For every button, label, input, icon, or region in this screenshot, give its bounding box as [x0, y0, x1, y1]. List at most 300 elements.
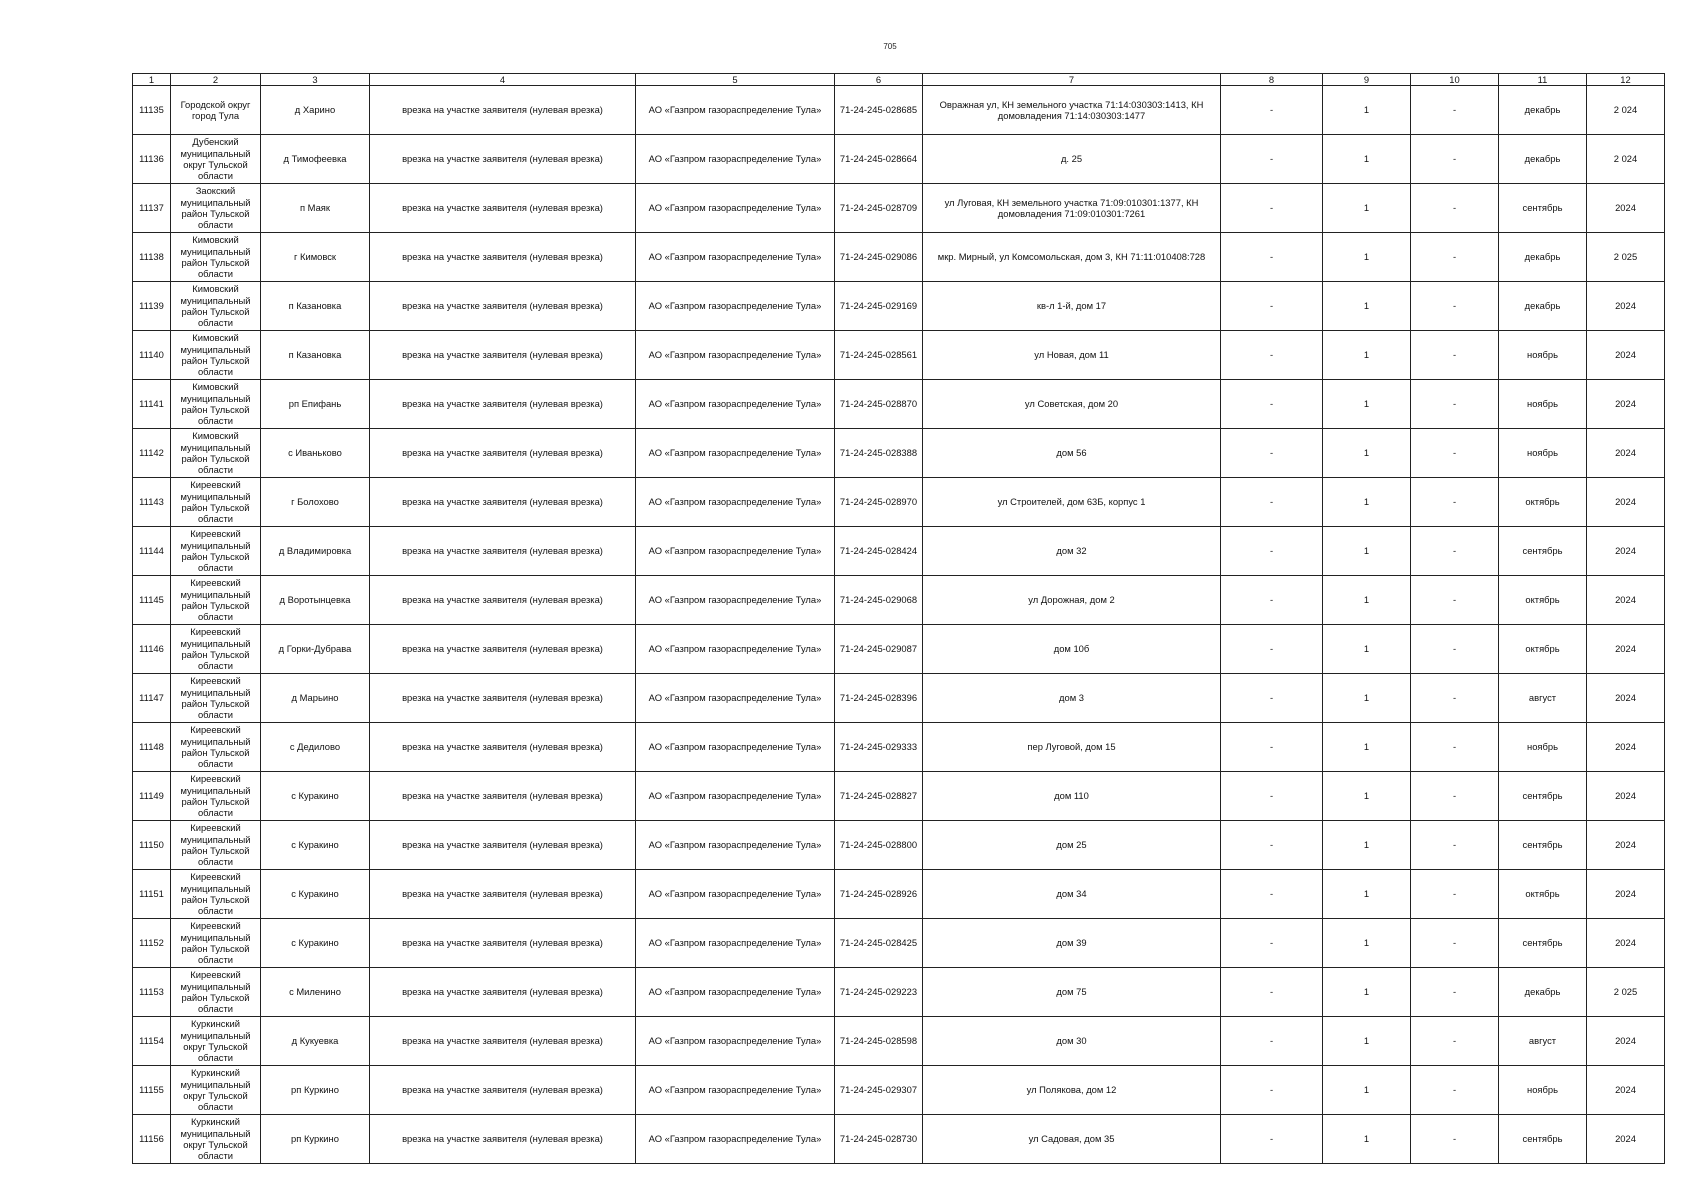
application-number-cell: 71-24-245-028970 [835, 478, 923, 527]
column-header: 3 [261, 74, 370, 86]
col8-cell: - [1221, 821, 1323, 870]
quantity-cell: 1 [1323, 282, 1411, 331]
connection-type-cell: врезка на участке заявителя (нулевая врезка) [370, 919, 636, 968]
address-cell: Овражная ул, КН земельного участка 71:14:030303:1413, КН домовладения 71:14:030303:1477 [923, 86, 1221, 135]
settlement-cell: рп Куркино [261, 1066, 370, 1115]
connection-type-cell: врезка на участке заявителя (нулевая врезка) [370, 723, 636, 772]
col10-cell: - [1411, 135, 1499, 184]
year-cell: 2024 [1587, 772, 1665, 821]
address-cell: ул Садовая, дом 35 [923, 1115, 1221, 1164]
col10-cell: - [1411, 625, 1499, 674]
col10-cell: - [1411, 380, 1499, 429]
municipality-cell: Киреевский муниципальный район Тульской области [171, 527, 261, 576]
table-row [133, 772, 1665, 821]
year-cell: 2 025 [1587, 968, 1665, 1017]
address-cell: дом 75 [923, 968, 1221, 1017]
month-cell: сентябрь [1499, 184, 1587, 233]
quantity-cell: 1 [1323, 1066, 1411, 1115]
settlement-cell: д Кукуевка [261, 1017, 370, 1066]
address-cell: дом 56 [923, 429, 1221, 478]
row-number-cell: 11151 [133, 870, 171, 919]
organization-cell: АО «Газпром газораспределение Тула» [636, 429, 835, 478]
settlement-cell: д Владимировка [261, 527, 370, 576]
quantity-cell: 1 [1323, 576, 1411, 625]
connection-type-cell: врезка на участке заявителя (нулевая врезка) [370, 429, 636, 478]
settlement-cell: с Куракино [261, 919, 370, 968]
municipality-cell: Куркинский муниципальный округ Тульской области [171, 1066, 261, 1115]
col10-cell: - [1411, 968, 1499, 1017]
connection-type-cell: врезка на участке заявителя (нулевая врезка) [370, 576, 636, 625]
address-cell: дом 10б [923, 625, 1221, 674]
column-header: 5 [636, 74, 835, 86]
row-number-cell: 11141 [133, 380, 171, 429]
row-number-cell: 11137 [133, 184, 171, 233]
col10-cell: - [1411, 723, 1499, 772]
address-cell: дом 3 [923, 674, 1221, 723]
application-number-cell: 71-24-245-028388 [835, 429, 923, 478]
row-number-cell: 11144 [133, 527, 171, 576]
year-cell: 2 025 [1587, 233, 1665, 282]
col10-cell: - [1411, 184, 1499, 233]
table-row [133, 674, 1665, 723]
organization-cell: АО «Газпром газораспределение Тула» [636, 282, 835, 331]
row-number-cell: 11154 [133, 1017, 171, 1066]
col10-cell: - [1411, 527, 1499, 576]
table-row [133, 331, 1665, 380]
quantity-cell: 1 [1323, 674, 1411, 723]
table-row [133, 723, 1665, 772]
row-number-cell: 11138 [133, 233, 171, 282]
address-cell: ул Новая, дом 11 [923, 331, 1221, 380]
year-cell: 2024 [1587, 674, 1665, 723]
col10-cell: - [1411, 1066, 1499, 1115]
municipality-cell: Кимовский муниципальный район Тульской области [171, 331, 261, 380]
year-cell: 2024 [1587, 527, 1665, 576]
settlement-cell: п Казановка [261, 282, 370, 331]
table-row [133, 821, 1665, 870]
settlement-cell: с Куракино [261, 870, 370, 919]
organization-cell: АО «Газпром газораспределение Тула» [636, 674, 835, 723]
table-row [133, 527, 1665, 576]
organization-cell: АО «Газпром газораспределение Тула» [636, 1017, 835, 1066]
month-cell: ноябрь [1499, 723, 1587, 772]
organization-cell: АО «Газпром газораспределение Тула» [636, 576, 835, 625]
col8-cell: - [1221, 1066, 1323, 1115]
quantity-cell: 1 [1323, 919, 1411, 968]
col8-cell: - [1221, 331, 1323, 380]
row-number-cell: 11139 [133, 282, 171, 331]
address-cell: ул Советская, дом 20 [923, 380, 1221, 429]
table-row [133, 1115, 1665, 1164]
row-number-cell: 11135 [133, 86, 171, 135]
table-row [133, 1066, 1665, 1115]
col10-cell: - [1411, 478, 1499, 527]
address-cell: дом 39 [923, 919, 1221, 968]
municipality-cell: Киреевский муниципальный район Тульской области [171, 625, 261, 674]
year-cell: 2024 [1587, 1017, 1665, 1066]
municipality-cell: Киреевский муниципальный район Тульской области [171, 968, 261, 1017]
year-cell: 2 024 [1587, 135, 1665, 184]
col8-cell: - [1221, 527, 1323, 576]
month-cell: декабрь [1499, 968, 1587, 1017]
table-row [133, 233, 1665, 282]
column-header: 4 [370, 74, 636, 86]
quantity-cell: 1 [1323, 184, 1411, 233]
row-number-cell: 11150 [133, 821, 171, 870]
column-header: 8 [1221, 74, 1323, 86]
address-cell: дом 25 [923, 821, 1221, 870]
application-number-cell: 71-24-245-028827 [835, 772, 923, 821]
address-cell: кв-л 1-й, дом 17 [923, 282, 1221, 331]
row-number-cell: 11142 [133, 429, 171, 478]
col8-cell: - [1221, 723, 1323, 772]
application-number-cell: 71-24-245-028800 [835, 821, 923, 870]
table-row [133, 478, 1665, 527]
settlement-cell: с Иваньково [261, 429, 370, 478]
settlement-cell: п Маяк [261, 184, 370, 233]
month-cell: сентябрь [1499, 772, 1587, 821]
row-number-cell: 11143 [133, 478, 171, 527]
settlement-cell: д Марьино [261, 674, 370, 723]
row-number-cell: 11156 [133, 1115, 171, 1164]
month-cell: август [1499, 1017, 1587, 1066]
column-header: 11 [1499, 74, 1587, 86]
application-number-cell: 71-24-245-028730 [835, 1115, 923, 1164]
month-cell: октябрь [1499, 870, 1587, 919]
connection-type-cell: врезка на участке заявителя (нулевая врезка) [370, 674, 636, 723]
row-number-cell: 11149 [133, 772, 171, 821]
table-row [133, 919, 1665, 968]
connection-type-cell: врезка на участке заявителя (нулевая врезка) [370, 772, 636, 821]
table-row [133, 135, 1665, 184]
quantity-cell: 1 [1323, 527, 1411, 576]
col8-cell: - [1221, 625, 1323, 674]
quantity-cell: 1 [1323, 772, 1411, 821]
address-cell: ул Полякова, дом 12 [923, 1066, 1221, 1115]
municipality-cell: Кимовский муниципальный район Тульской области [171, 429, 261, 478]
organization-cell: АО «Газпром газораспределение Тула» [636, 919, 835, 968]
municipality-cell: Киреевский муниципальный район Тульской области [171, 478, 261, 527]
address-cell: дом 34 [923, 870, 1221, 919]
row-number-cell: 11148 [133, 723, 171, 772]
col10-cell: - [1411, 233, 1499, 282]
municipality-cell: Кимовский муниципальный район Тульской области [171, 282, 261, 331]
year-cell: 2024 [1587, 576, 1665, 625]
col8-cell: - [1221, 380, 1323, 429]
col10-cell: - [1411, 282, 1499, 331]
application-number-cell: 71-24-245-029169 [835, 282, 923, 331]
connection-type-cell: врезка на участке заявителя (нулевая врезка) [370, 1115, 636, 1164]
organization-cell: АО «Газпром газораспределение Тула» [636, 184, 835, 233]
col10-cell: - [1411, 919, 1499, 968]
settlement-cell: рп Куркино [261, 1115, 370, 1164]
municipality-cell: Кимовский муниципальный район Тульской области [171, 380, 261, 429]
connection-type-cell: врезка на участке заявителя (нулевая врезка) [370, 821, 636, 870]
organization-cell: АО «Газпром газораспределение Тула» [636, 233, 835, 282]
organization-cell: АО «Газпром газораспределение Тула» [636, 968, 835, 1017]
municipality-cell: Кимовский муниципальный район Тульской области [171, 233, 261, 282]
row-number-cell: 11147 [133, 674, 171, 723]
municipality-cell: Куркинский муниципальный округ Тульской области [171, 1017, 261, 1066]
organization-cell: АО «Газпром газораспределение Тула» [636, 478, 835, 527]
connection-type-cell: врезка на участке заявителя (нулевая врезка) [370, 86, 636, 135]
connection-type-cell: врезка на участке заявителя (нулевая врезка) [370, 527, 636, 576]
address-cell: д. 25 [923, 135, 1221, 184]
settlement-cell: п Казановка [261, 331, 370, 380]
table-row [133, 184, 1665, 233]
table-row [133, 429, 1665, 478]
municipality-cell: Куркинский муниципальный округ Тульской области [171, 1115, 261, 1164]
municipality-cell: Киреевский муниципальный район Тульской области [171, 821, 261, 870]
settlement-cell: д Воротынцевка [261, 576, 370, 625]
address-cell: ул Луговая, КН земельного участка 71:09:010301:1377, КН домовладения 71:09:010301:7261 [923, 184, 1221, 233]
connection-type-cell: врезка на участке заявителя (нулевая врезка) [370, 282, 636, 331]
year-cell: 2024 [1587, 184, 1665, 233]
quantity-cell: 1 [1323, 233, 1411, 282]
column-header: 12 [1587, 74, 1665, 86]
organization-cell: АО «Газпром газораспределение Тула» [636, 821, 835, 870]
address-cell: ул Дорожная, дом 2 [923, 576, 1221, 625]
month-cell: октябрь [1499, 576, 1587, 625]
connection-type-cell: врезка на участке заявителя (нулевая врезка) [370, 625, 636, 674]
col8-cell: - [1221, 1017, 1323, 1066]
month-cell: декабрь [1499, 135, 1587, 184]
year-cell: 2024 [1587, 380, 1665, 429]
month-cell: октябрь [1499, 625, 1587, 674]
quantity-cell: 1 [1323, 821, 1411, 870]
table-row [133, 1017, 1665, 1066]
organization-cell: АО «Газпром газораспределение Тула» [636, 870, 835, 919]
municipality-cell: Киреевский муниципальный район Тульской области [171, 919, 261, 968]
month-cell: сентябрь [1499, 821, 1587, 870]
connection-type-cell: врезка на участке заявителя (нулевая врезка) [370, 184, 636, 233]
municipality-cell: Киреевский муниципальный район Тульской области [171, 772, 261, 821]
municipality-cell: Киреевский муниципальный район Тульской области [171, 576, 261, 625]
table-row [133, 576, 1665, 625]
table-row [133, 282, 1665, 331]
row-number-cell: 11136 [133, 135, 171, 184]
municipality-cell: Киреевский муниципальный район Тульской области [171, 674, 261, 723]
col8-cell: - [1221, 135, 1323, 184]
organization-cell: АО «Газпром газораспределение Тула» [636, 331, 835, 380]
row-number-cell: 11153 [133, 968, 171, 1017]
connection-type-cell: врезка на участке заявителя (нулевая врезка) [370, 968, 636, 1017]
organization-cell: АО «Газпром газораспределение Тула» [636, 625, 835, 674]
row-number-cell: 11140 [133, 331, 171, 380]
organization-cell: АО «Газпром газораспределение Тула» [636, 135, 835, 184]
quantity-cell: 1 [1323, 870, 1411, 919]
quantity-cell: 1 [1323, 429, 1411, 478]
col10-cell: - [1411, 870, 1499, 919]
month-cell: ноябрь [1499, 1066, 1587, 1115]
application-number-cell: 71-24-245-028685 [835, 86, 923, 135]
year-cell: 2024 [1587, 723, 1665, 772]
year-cell: 2 024 [1587, 86, 1665, 135]
address-cell: дом 110 [923, 772, 1221, 821]
quantity-cell: 1 [1323, 1115, 1411, 1164]
year-cell: 2024 [1587, 919, 1665, 968]
month-cell: октябрь [1499, 478, 1587, 527]
row-number-cell: 11152 [133, 919, 171, 968]
col8-cell: - [1221, 86, 1323, 135]
month-cell: сентябрь [1499, 527, 1587, 576]
connection-type-cell: врезка на участке заявителя (нулевая врезка) [370, 1066, 636, 1115]
month-cell: декабрь [1499, 86, 1587, 135]
col10-cell: - [1411, 331, 1499, 380]
quantity-cell: 1 [1323, 625, 1411, 674]
connection-type-cell: врезка на участке заявителя (нулевая врезка) [370, 233, 636, 282]
month-cell: ноябрь [1499, 380, 1587, 429]
column-header: 6 [835, 74, 923, 86]
col8-cell: - [1221, 919, 1323, 968]
organization-cell: АО «Газпром газораспределение Тула» [636, 86, 835, 135]
settlement-cell: д Харино [261, 86, 370, 135]
table-header [133, 74, 1665, 86]
col10-cell: - [1411, 821, 1499, 870]
table-row [133, 968, 1665, 1017]
organization-cell: АО «Газпром газораспределение Тула» [636, 772, 835, 821]
municipality-cell: Дубенский муниципальный округ Тульской области [171, 135, 261, 184]
quantity-cell: 1 [1323, 135, 1411, 184]
address-cell: дом 32 [923, 527, 1221, 576]
month-cell: декабрь [1499, 282, 1587, 331]
organization-cell: АО «Газпром газораспределение Тула» [636, 723, 835, 772]
table-body [133, 86, 1665, 1164]
organization-cell: АО «Газпром газораспределение Тула» [636, 1066, 835, 1115]
application-number-cell: 71-24-245-029086 [835, 233, 923, 282]
address-cell: дом 30 [923, 1017, 1221, 1066]
header-row [133, 74, 1665, 86]
col10-cell: - [1411, 576, 1499, 625]
connection-type-cell: врезка на участке заявителя (нулевая врезка) [370, 331, 636, 380]
connection-type-cell: врезка на участке заявителя (нулевая врезка) [370, 478, 636, 527]
connection-type-cell: врезка на участке заявителя (нулевая врезка) [370, 380, 636, 429]
quantity-cell: 1 [1323, 478, 1411, 527]
column-header: 10 [1411, 74, 1499, 86]
application-number-cell: 71-24-245-028598 [835, 1017, 923, 1066]
application-number-cell: 71-24-245-028561 [835, 331, 923, 380]
month-cell: ноябрь [1499, 331, 1587, 380]
table-row [133, 625, 1665, 674]
col10-cell: - [1411, 1017, 1499, 1066]
settlement-cell: с Куракино [261, 772, 370, 821]
col10-cell: - [1411, 674, 1499, 723]
settlement-cell: рп Епифань [261, 380, 370, 429]
settlement-cell: с Куракино [261, 821, 370, 870]
col10-cell: - [1411, 772, 1499, 821]
row-number-cell: 11145 [133, 576, 171, 625]
quantity-cell: 1 [1323, 723, 1411, 772]
address-cell: пер Луговой, дом 15 [923, 723, 1221, 772]
year-cell: 2024 [1587, 429, 1665, 478]
column-header: 1 [133, 74, 171, 86]
col8-cell: - [1221, 968, 1323, 1017]
quantity-cell: 1 [1323, 1017, 1411, 1066]
column-header: 7 [923, 74, 1221, 86]
application-number-cell: 71-24-245-028870 [835, 380, 923, 429]
column-header: 9 [1323, 74, 1411, 86]
connection-type-cell: врезка на участке заявителя (нулевая врезка) [370, 135, 636, 184]
application-number-cell: 71-24-245-029223 [835, 968, 923, 1017]
connection-type-cell: врезка на участке заявителя (нулевая врезка) [370, 1017, 636, 1066]
organization-cell: АО «Газпром газораспределение Тула» [636, 527, 835, 576]
application-number-cell: 71-24-245-028709 [835, 184, 923, 233]
organization-cell: АО «Газпром газораспределение Тула» [636, 1115, 835, 1164]
year-cell: 2024 [1587, 821, 1665, 870]
year-cell: 2024 [1587, 625, 1665, 674]
year-cell: 2024 [1587, 282, 1665, 331]
row-number-cell: 11146 [133, 625, 171, 674]
settlement-cell: г Кимовск [261, 233, 370, 282]
municipality-cell: Киреевский муниципальный район Тульской области [171, 723, 261, 772]
application-number-cell: 71-24-245-028425 [835, 919, 923, 968]
page-number: 705 [883, 42, 897, 51]
col10-cell: - [1411, 429, 1499, 478]
col10-cell: - [1411, 86, 1499, 135]
table-row [133, 86, 1665, 135]
application-number-cell: 71-24-245-028424 [835, 527, 923, 576]
month-cell: сентябрь [1499, 919, 1587, 968]
settlement-cell: г Болохово [261, 478, 370, 527]
quantity-cell: 1 [1323, 968, 1411, 1017]
application-number-cell: 71-24-245-028396 [835, 674, 923, 723]
col8-cell: - [1221, 1115, 1323, 1164]
col8-cell: - [1221, 674, 1323, 723]
address-cell: мкр. Мирный, ул Комсомольская, дом 3, КН 71:11:010408:728 [923, 233, 1221, 282]
data-table [132, 73, 1665, 1164]
month-cell: декабрь [1499, 233, 1587, 282]
application-number-cell: 71-24-245-028926 [835, 870, 923, 919]
application-number-cell: 71-24-245-029333 [835, 723, 923, 772]
month-cell: август [1499, 674, 1587, 723]
application-number-cell: 71-24-245-029307 [835, 1066, 923, 1115]
col8-cell: - [1221, 282, 1323, 331]
municipality-cell: Городской округ город Тула [171, 86, 261, 135]
quantity-cell: 1 [1323, 331, 1411, 380]
year-cell: 2024 [1587, 478, 1665, 527]
year-cell: 2024 [1587, 331, 1665, 380]
settlement-cell: с Дедилово [261, 723, 370, 772]
municipality-cell: Заокский муниципальный район Тульской области [171, 184, 261, 233]
application-number-cell: 71-24-245-028664 [835, 135, 923, 184]
address-cell: ул Строителей, дом 63Б, корпус 1 [923, 478, 1221, 527]
quantity-cell: 1 [1323, 380, 1411, 429]
settlement-cell: с Миленино [261, 968, 370, 1017]
year-cell: 2024 [1587, 870, 1665, 919]
month-cell: ноябрь [1499, 429, 1587, 478]
col8-cell: - [1221, 429, 1323, 478]
application-number-cell: 71-24-245-029087 [835, 625, 923, 674]
row-number-cell: 11155 [133, 1066, 171, 1115]
quantity-cell: 1 [1323, 86, 1411, 135]
col8-cell: - [1221, 870, 1323, 919]
month-cell: сентябрь [1499, 1115, 1587, 1164]
col8-cell: - [1221, 478, 1323, 527]
column-header: 2 [171, 74, 261, 86]
year-cell: 2024 [1587, 1066, 1665, 1115]
municipality-cell: Киреевский муниципальный район Тульской области [171, 870, 261, 919]
connection-type-cell: врезка на участке заявителя (нулевая врезка) [370, 870, 636, 919]
table-row [133, 870, 1665, 919]
table-row [133, 380, 1665, 429]
settlement-cell: д Тимофеевка [261, 135, 370, 184]
col8-cell: - [1221, 576, 1323, 625]
year-cell: 2024 [1587, 1115, 1665, 1164]
col10-cell: - [1411, 1115, 1499, 1164]
col8-cell: - [1221, 772, 1323, 821]
col8-cell: - [1221, 233, 1323, 282]
col8-cell: - [1221, 184, 1323, 233]
